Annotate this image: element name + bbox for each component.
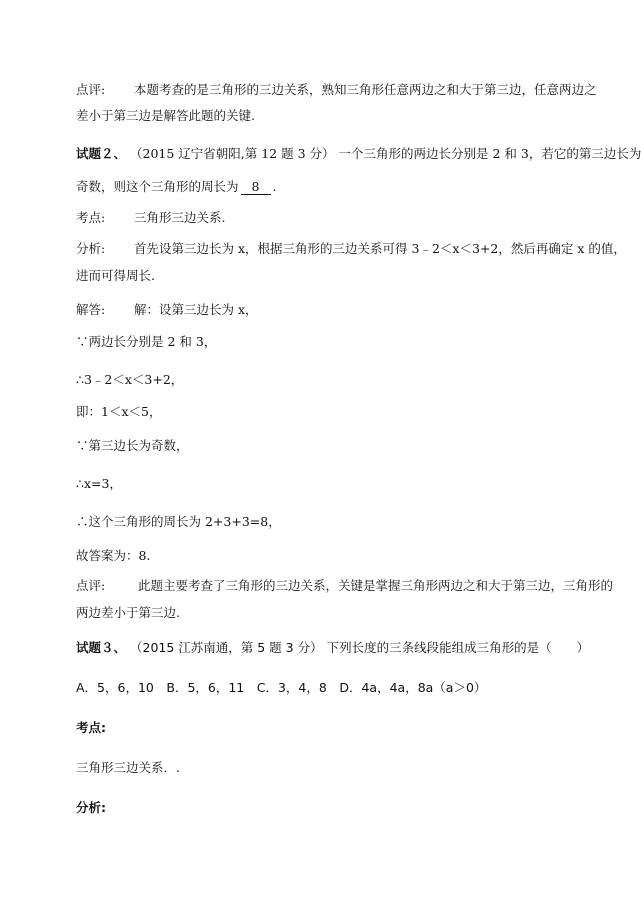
q2-comment-line2: 两边差小于第三边. xyxy=(76,605,180,620)
comment1-text-line1: 本题考查的是三角形的三边关系，熟知三角形任意两边之和大于第三边，任意两边之 xyxy=(134,82,597,97)
q3-point-text: 三角形三边关系．. xyxy=(76,760,180,775)
comment1-label: 点评: xyxy=(76,82,106,97)
q2-point-label: 考点: xyxy=(76,210,106,225)
q2-stem-prefix: 奇数，则这个三角形的周长为 xyxy=(76,179,239,194)
comment1-line2 xyxy=(76,108,578,124)
q3-stem: 下列长度的三条线段能组成三角形的是（ ） xyxy=(326,640,590,655)
q3-title: 试题３、 xyxy=(76,640,127,655)
q2-point-row xyxy=(76,210,578,226)
q2-stem-line2 xyxy=(76,179,578,195)
comment1-line1 xyxy=(76,82,597,98)
q2-source: （2015 辽宁省朝阳,第 12 题 3 分） xyxy=(130,146,335,161)
q3-options: A．5，6，10 B．5，6，11 C．3，4，8 D．4a，4a，8a（a＞0） xyxy=(76,680,487,695)
q2-title: 试题２、 xyxy=(76,146,127,161)
q3-analysis-label: 分析: xyxy=(76,800,106,815)
q2-comment-row2 xyxy=(76,605,578,621)
q2-solution-line-4: ∵第三边长为奇数， xyxy=(76,438,189,453)
q2-analysis-line2: 进而可得周长. xyxy=(76,268,155,283)
q2-solution-label: 解答: xyxy=(76,302,106,317)
q2-solution-line-3: 即：1＜x＜5， xyxy=(76,404,162,419)
q2-stem-line1: 一个三角形的两边长分别是 2 和 3，若它的第三边长为 xyxy=(338,146,641,161)
q2-comment-row1 xyxy=(76,578,614,594)
q3-point-label: 考点: xyxy=(76,720,106,735)
q2-solution-line-6: ∴这个三角形的周长为 2+3+3=8， xyxy=(76,514,281,529)
q2-comment-label: 点评: xyxy=(76,578,106,593)
q2-stem-suffix: . xyxy=(272,179,277,194)
q2-solution-row xyxy=(76,302,578,318)
q2-solution-line-7: 故答案为：8. xyxy=(76,548,151,563)
q2-comment-line1: 此题主要考查了三角形的三边关系，关键是掌握三角形两边之和大于第三边，三角形的 xyxy=(138,578,614,593)
q2-solution-line-2: ∴3﹣2＜x＜3+2， xyxy=(76,372,184,387)
q2-solution-line-1: ∵两边长分别是 2 和 3， xyxy=(76,334,217,349)
q2-header xyxy=(76,146,641,162)
q2-point-text: 三角形三边关系. xyxy=(134,210,226,225)
q2-answer-blank: 8 xyxy=(241,180,271,195)
q2-analysis-line1: 首先设第三边长为 x，根据三角形的三边关系可得 3﹣2＜x＜3+2，然后再确定 x 的值， xyxy=(134,241,626,256)
q2-analysis-label: 分析: xyxy=(76,241,106,256)
q2-analysis-row2 xyxy=(76,268,578,284)
q3-header xyxy=(76,640,590,656)
comment1-text-line2: 差小于第三边是解答此题的关键. xyxy=(76,108,255,123)
q3-source: （2015 江苏南通，第 5 题 3 分） xyxy=(130,640,323,655)
q2-solution-line-0: 解：设第三边长为 x， xyxy=(134,302,258,317)
q2-solution-line-5: ∴x=3， xyxy=(76,476,122,491)
q2-analysis-row1 xyxy=(76,241,626,257)
